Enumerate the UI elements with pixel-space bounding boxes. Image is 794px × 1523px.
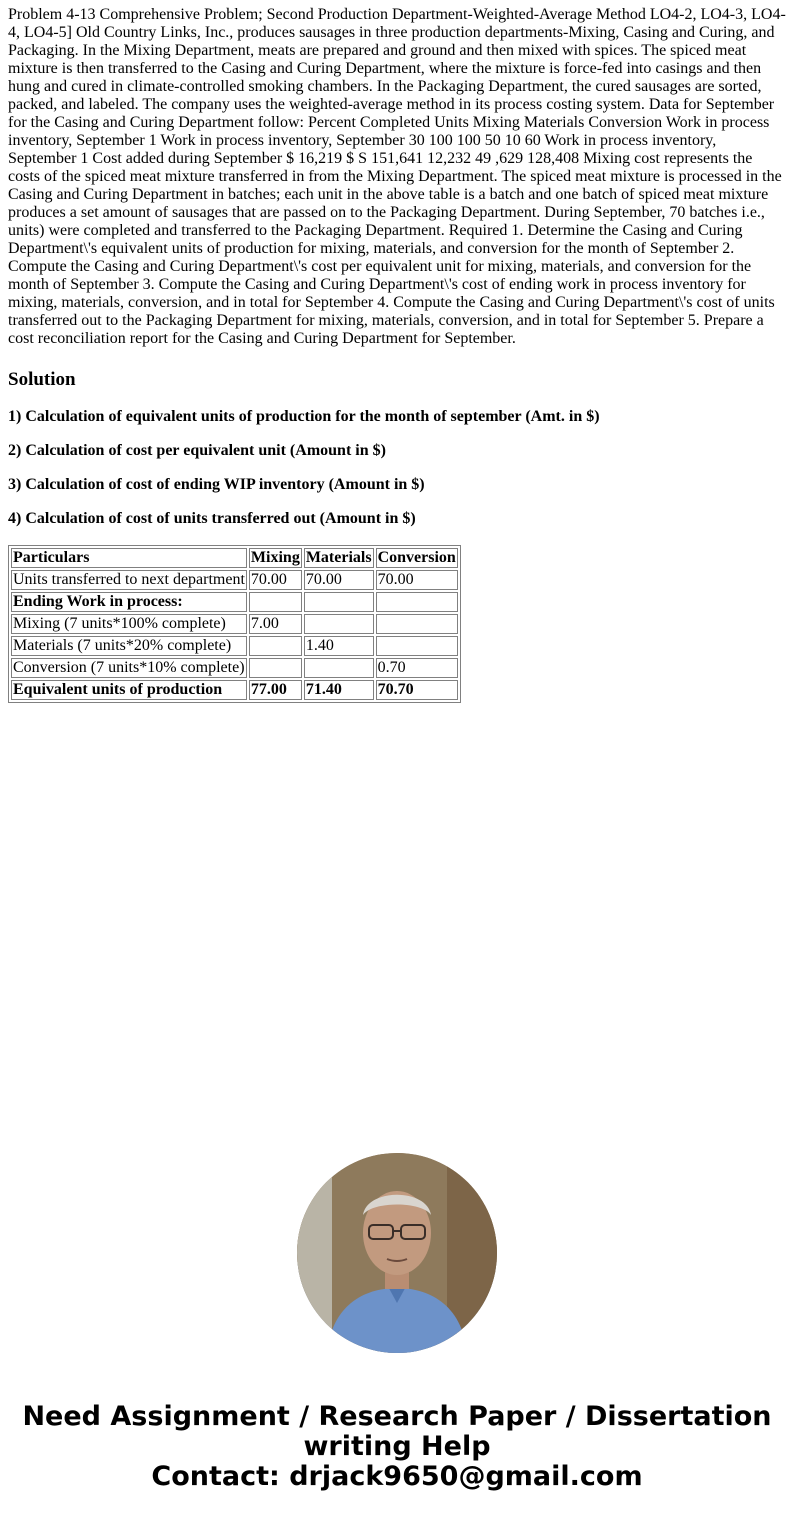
banner-contact-line: Contact: drjack9650@gmail.com: [151, 1461, 643, 1492]
table-cell: [376, 614, 458, 634]
table-cell: 70.00: [249, 570, 302, 590]
header-particulars: Particulars: [11, 548, 247, 568]
table-row: [11, 658, 458, 678]
table-total-row: [11, 680, 458, 700]
table-cell: [249, 636, 302, 656]
equivalent-units-table: [8, 545, 461, 703]
step-2-heading: 2) Calculation of cost per equivalent unit (Amount in $): [8, 442, 386, 459]
table-cell: [304, 614, 374, 634]
table-cell: Materials (7 units*20% complete): [11, 636, 247, 656]
table-cell: 7.00: [249, 614, 302, 634]
table-cell: 1.40: [304, 636, 374, 656]
help-banner: [0, 1402, 794, 1492]
table-cell: 71.40: [304, 680, 374, 700]
table-cell: 77.00: [249, 680, 302, 700]
banner-line-1: Need Assignment / Research Paper / Dissertation: [22, 1401, 772, 1432]
header-conversion: Conversion: [377, 549, 456, 566]
table-cell: Equivalent units of production: [11, 680, 247, 700]
table-row: [11, 570, 458, 590]
author-avatar: [297, 1153, 497, 1353]
table-cell: 70.00: [304, 570, 374, 590]
table-row: [11, 592, 458, 612]
table-cell: Units transferred to next department: [13, 571, 245, 588]
table-cell: 70.00: [376, 570, 458, 590]
table-row: [11, 636, 458, 656]
step-4-heading: 4) Calculation of cost of units transferred out (Amount in $): [8, 510, 416, 527]
header-materials: Materials: [305, 549, 372, 566]
banner-line-2: writing Help: [303, 1431, 491, 1462]
table-cell: [249, 592, 302, 612]
table-cell: 70.70: [376, 680, 458, 700]
table-cell: [376, 636, 458, 656]
table-row: [11, 614, 458, 634]
problem-statement: Problem 4-13 Comprehensive Problem; Second Production Department-Weighted-Average Method LO4-2, LO4-3, LO4-4, LO4-5] Old Country Links, Inc., produces sausages in three production departments-Mixing, Casing and Curing, and Packaging. In the Mixing Department, meats are prepared and ground and then mixed with spices. The spiced meat mixture is then transferred to the Casing and Curing Department, where the mixture is force-fed into casings and then hung and cured in climate-controlled smoking chambers. In the Packaging Department, the cured sausages are sorted, packed, and labeled. The company uses the weighted-average method in its process costing system. Data for September for the Casing and Curing Department follow: Percent Completed Units Mixing Materials Conversion Work in process inventory, September 1 Work in process inventory, September 30 100 100 50 10 60 Work in process inventory, September 1 Cost added during September $ 16,219 $ S 151,641 12,232 49 ,629 128,408 Mixing cost represents the costs of the spiced meat mixture transferred in from the Mixing Department. The spiced meat mixture is processed in the Casing and Curing Department in batches; each unit in the above table is a batch and one batch of spiced meat mixture produces a set amount of sausages that are passed on to the Packaging Department. During September, 70 batches i.e., units) were completed and transferred to the Packaging Department. Required 1. Determine the Casing and Curing Department\'s equivalent units of production for mixing, materials, and conversion for the month of September 2. Compute the Casing and Curing Department\'s cost per equivalent unit for mixing, materials, and conversion for the month of September 3. Compute the Casing and Curing Department\'s cost of ending work in process inventory for mixing, materials, conversion, and in total for September 4. Compute the Casing and Curing Department\'s cost of units transferred out to the Packaging Department for mixing, materials, conversion, and in total for September 5. Prepare a cost reconciliation report for the Casing and Curing Department for September.: [8, 6, 786, 347]
author-portrait-icon: [297, 1153, 497, 1353]
table-cell: [304, 658, 374, 678]
table-cell: Ending Work in process:: [11, 592, 247, 612]
table-cell: [304, 592, 374, 612]
step-3-heading: 3) Calculation of cost of ending WIP inventory (Amount in $): [8, 476, 425, 493]
solution-heading: Solution: [8, 369, 76, 390]
table-cell: [376, 592, 458, 612]
table-cell: 0.70: [376, 658, 458, 678]
table-cell: [249, 658, 302, 678]
table-cell: Conversion (7 units*10% complete): [11, 658, 247, 678]
table-header-row: [11, 548, 458, 568]
step-1-heading: 1) Calculation of equivalent units of production for the month of september (Amt. in $): [8, 408, 600, 425]
table-cell: Mixing (7 units*100% complete): [11, 614, 247, 634]
header-mixing: Mixing: [250, 549, 300, 566]
